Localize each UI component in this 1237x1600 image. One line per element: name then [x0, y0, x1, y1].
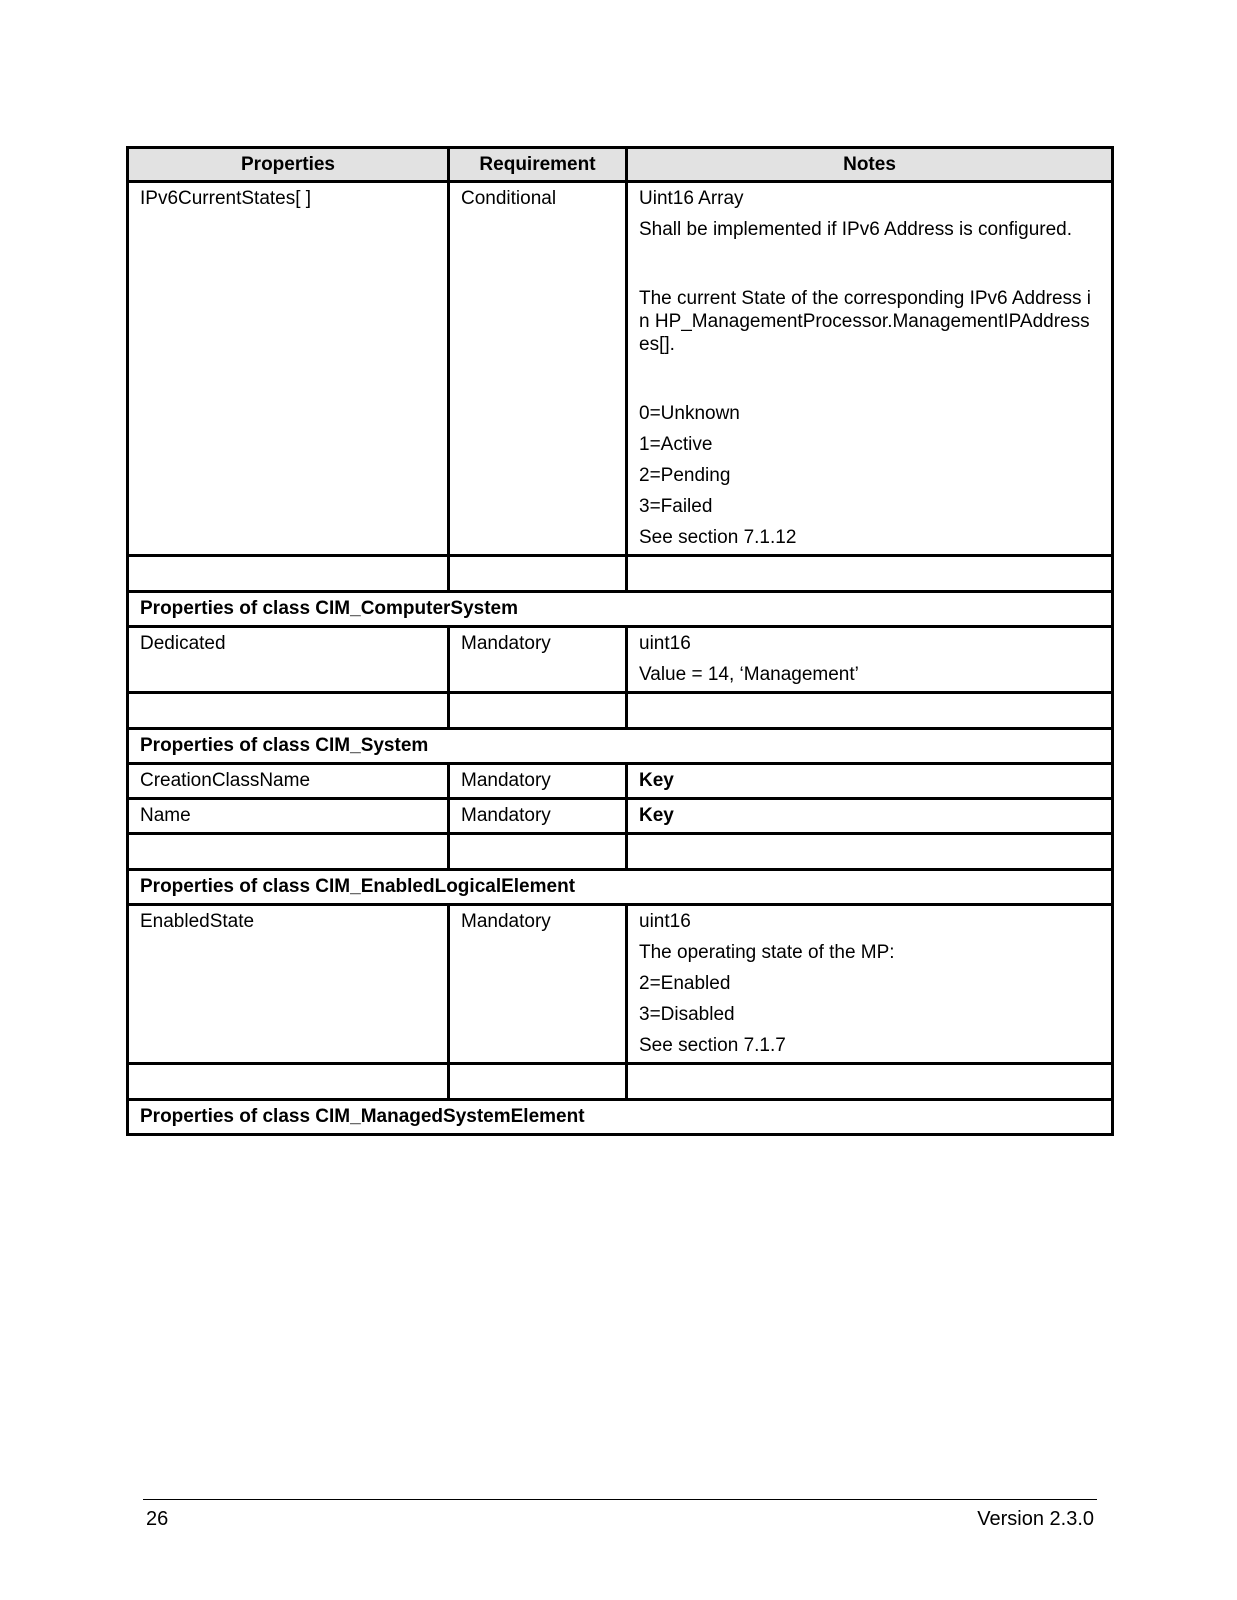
note-line: See section 7.1.7 — [639, 1035, 786, 1056]
header-notes: Notes — [627, 148, 1113, 182]
empty-cell — [449, 834, 627, 870]
notes-cell — [627, 627, 1113, 693]
notes-cell: Key — [627, 799, 1113, 834]
empty-cell — [627, 834, 1113, 870]
section-row — [128, 1100, 1113, 1135]
note-line: 2=Enabled — [639, 973, 731, 994]
note-line: The operating state of the MP: — [639, 942, 895, 963]
blank-row — [128, 556, 1113, 592]
page-number: 26 — [146, 1508, 169, 1530]
requirement-cell: Mandatory — [449, 799, 627, 834]
note-line: The current State of the corresponding IPv6 Address in HP_ManagementProcessor.ManagementIPAddresses[]. — [639, 288, 1092, 355]
property-cell: CreationClassName — [128, 764, 449, 799]
table-row — [128, 182, 1113, 556]
note-line: 0=Unknown — [639, 403, 740, 424]
notes-cell — [627, 905, 1113, 1064]
note-line: 3=Failed — [639, 496, 713, 517]
notes-cell — [627, 182, 1113, 556]
section-row — [128, 592, 1113, 627]
property-cell: IPv6CurrentStates[ ] — [128, 182, 449, 556]
section-heading: Properties of class CIM_EnabledLogicalElement — [128, 870, 1113, 905]
empty-cell — [449, 693, 627, 729]
blank-row — [128, 1064, 1113, 1100]
document-version: Version 2.3.0 — [977, 1508, 1094, 1530]
empty-cell — [128, 693, 449, 729]
header-requirement: Requirement — [449, 148, 627, 182]
header-properties: Properties — [128, 148, 449, 182]
table-row — [128, 627, 1113, 693]
header-row — [128, 148, 1113, 182]
note-line: 3=Disabled — [639, 1004, 735, 1025]
note-line: Uint16 Array — [639, 188, 744, 209]
note-line: 1=Active — [639, 434, 713, 455]
footer-divider — [143, 1499, 1097, 1500]
note-spacer — [639, 249, 1100, 287]
empty-cell — [449, 556, 627, 592]
section-heading: Properties of class CIM_ComputerSystem — [128, 592, 1113, 627]
note-line: Value = 14, ‘Management’ — [639, 664, 859, 685]
section-row — [128, 729, 1113, 764]
empty-cell — [627, 693, 1113, 729]
requirement-cell: Mandatory — [449, 905, 627, 1064]
section-row — [128, 870, 1113, 905]
table-row — [128, 799, 1113, 834]
section-heading: Properties of class CIM_System — [128, 729, 1113, 764]
requirement-cell: Mandatory — [449, 764, 627, 799]
blank-row — [128, 693, 1113, 729]
empty-cell — [627, 556, 1113, 592]
notes-cell: Key — [627, 764, 1113, 799]
property-cell: Dedicated — [128, 627, 449, 693]
requirement-cell: Conditional — [449, 182, 627, 556]
empty-cell — [449, 1064, 627, 1100]
properties-table — [126, 146, 1114, 1136]
table-row — [128, 905, 1113, 1064]
property-cell: Name — [128, 799, 449, 834]
note-spacer — [639, 364, 1100, 402]
note-line: 2=Pending — [639, 465, 731, 486]
note-line: uint16 — [639, 633, 691, 654]
requirement-cell: Mandatory — [449, 627, 627, 693]
empty-cell — [128, 556, 449, 592]
empty-cell — [128, 1064, 449, 1100]
section-heading: Properties of class CIM_ManagedSystemElement — [128, 1100, 1113, 1135]
empty-cell — [627, 1064, 1113, 1100]
table-row — [128, 764, 1113, 799]
blank-row — [128, 834, 1113, 870]
note-line: See section 7.1.12 — [639, 527, 797, 548]
empty-cell — [128, 834, 449, 870]
note-line: uint16 — [639, 911, 691, 932]
property-cell: EnabledState — [128, 905, 449, 1064]
note-line: Shall be implemented if IPv6 Address is configured. — [639, 219, 1073, 240]
